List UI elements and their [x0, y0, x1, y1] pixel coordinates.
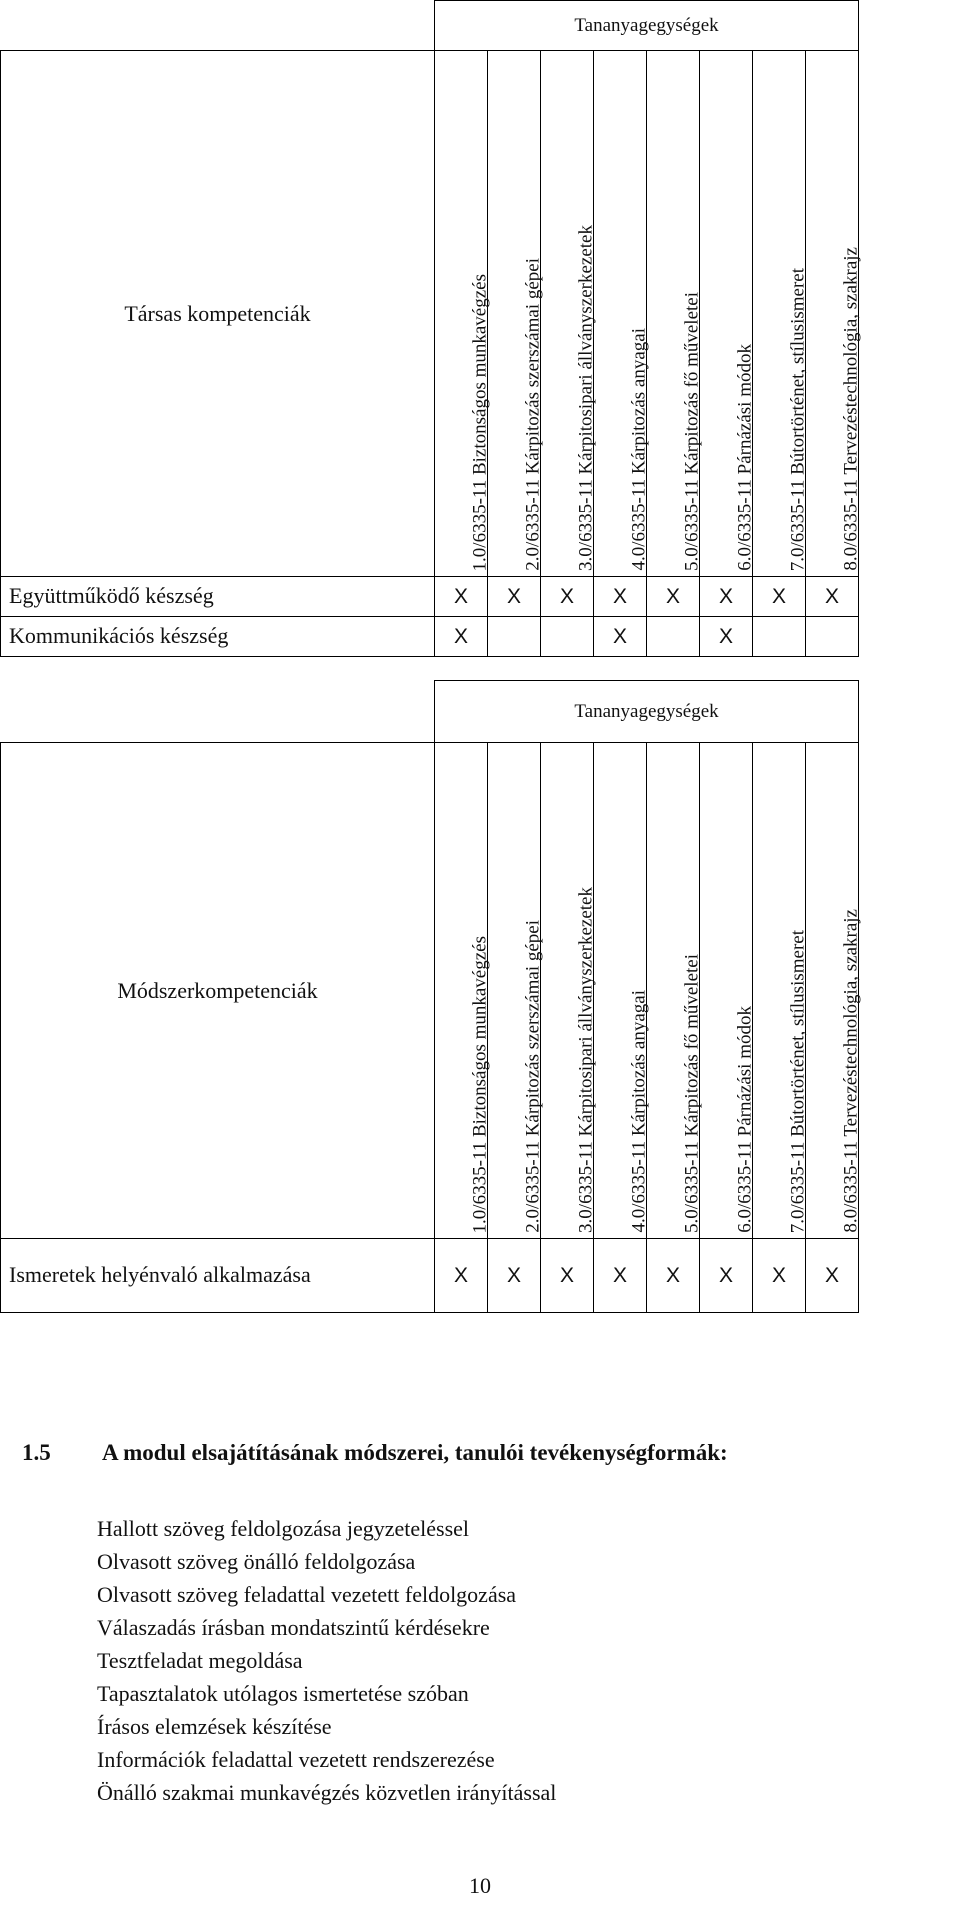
- mark-cell: X: [594, 617, 647, 657]
- list-item: Tesztfeladat megoldása: [97, 1648, 303, 1673]
- column-header-text: 7.0/6335-11 Bútortörténet, stílusismeret: [787, 267, 809, 571]
- social-competencies-table: [0, 0, 862, 657]
- list-item: Tapasztalatok utólagos ismertetése szóban: [97, 1681, 469, 1706]
- table2-column-header: [700, 743, 756, 1239]
- mark-cell: X: [435, 577, 488, 617]
- table-row: [1, 1239, 859, 1313]
- section-title: A modul elsajátításának módszerei, tanulói tevékenységformák:: [102, 1440, 728, 1465]
- mark-cell: X: [647, 577, 700, 617]
- table2-category-label: Módszerkompetenciák: [1, 743, 435, 1239]
- mark-cell: X: [541, 577, 594, 617]
- table1-column-header: [700, 51, 756, 577]
- mark-cell: X: [700, 1239, 753, 1313]
- column-header-text: 1.0/6335-11 Biztonságos munkavégzés: [469, 273, 491, 571]
- table2-column-header: [435, 743, 491, 1239]
- mark-cell: X: [435, 617, 488, 657]
- mark-cell: X: [435, 1239, 488, 1313]
- row-label: Együttműködő készség: [1, 577, 435, 617]
- column-header-text: 2.0/6335-11 Kárpitozás szerszámai gépei: [522, 920, 544, 1233]
- column-header-text: 6.0/6335-11 Párnázási módok: [734, 1006, 756, 1233]
- mark-cell: X: [594, 1239, 647, 1313]
- mark-cell: [806, 617, 859, 657]
- column-header-text: 5.0/6335-11 Kárpitozás fő műveletei: [681, 954, 703, 1233]
- list-item: Válaszadás írásban mondatszintű kérdésekre: [97, 1615, 490, 1640]
- mark-cell: X: [541, 1239, 594, 1313]
- list-item: Hallott szöveg feldolgozása jegyzeteléssel: [97, 1516, 470, 1541]
- column-header-text: 6.0/6335-11 Párnázási módok: [734, 344, 756, 571]
- column-header-text: 1.0/6335-11 Biztonságos munkavégzés: [469, 935, 491, 1233]
- column-header-text: 8.0/6335-11 Tervezéstechnológia, szakrajz: [840, 909, 862, 1233]
- mark-cell: X: [488, 1239, 541, 1313]
- method-competencies-table: [0, 680, 862, 1313]
- mark-cell: [647, 617, 700, 657]
- table1-column-header: [806, 51, 862, 577]
- column-header-text: 5.0/6335-11 Kárpitozás fő műveletei: [681, 292, 703, 571]
- table-row: [1, 577, 859, 617]
- table1-column-header: [435, 51, 491, 577]
- column-header-text: 3.0/6335-11 Kárpitosipari állványszerkezetek: [575, 887, 597, 1233]
- mark-cell: X: [594, 577, 647, 617]
- list-item: Írásos elemzések készítése: [97, 1714, 332, 1739]
- mark-cell: X: [488, 577, 541, 617]
- column-header-text: 8.0/6335-11 Tervezéstechnológia, szakrajz: [840, 247, 862, 571]
- list-item: Információk feladattal vezetett rendszerezése: [97, 1747, 495, 1772]
- table2-column-header: [541, 743, 597, 1239]
- row-label: Ismeretek helyénvaló alkalmazása: [1, 1239, 435, 1313]
- list-item: Önálló szakmai munkavégzés közvetlen irányítással: [97, 1780, 557, 1805]
- table2-group-header: Tananyagegységek: [435, 681, 859, 743]
- column-header-text: 2.0/6335-11 Kárpitozás szerszámai gépei: [522, 258, 544, 571]
- mark-cell: X: [647, 1239, 700, 1313]
- mark-cell: X: [753, 1239, 806, 1313]
- mark-cell: [488, 617, 541, 657]
- table2-column-header: [647, 743, 703, 1239]
- table1-column-header: [594, 51, 650, 577]
- column-header-text: 7.0/6335-11 Bútortörténet, stílusismeret: [787, 929, 809, 1233]
- column-header-text: 3.0/6335-11 Kárpitosipari állványszerkezetek: [575, 225, 597, 571]
- table1-column-header: [541, 51, 597, 577]
- section-number: 1.5: [22, 1440, 51, 1465]
- column-header-text: 4.0/6335-11 Kárpitozás anyagai: [628, 990, 650, 1233]
- table2-column-header: [806, 743, 862, 1239]
- mark-cell: [753, 617, 806, 657]
- table1-group-header: Tananyagegységek: [435, 1, 859, 51]
- mark-cell: [541, 617, 594, 657]
- table1-column-header: [647, 51, 703, 577]
- table2-column-header: [488, 743, 544, 1239]
- table1-column-header: [488, 51, 544, 577]
- page-number: 10: [469, 1873, 491, 1898]
- list-item: Olvasott szöveg feladattal vezetett feldolgozása: [97, 1582, 517, 1607]
- mark-cell: X: [753, 577, 806, 617]
- table2-column-header: [753, 743, 809, 1239]
- mark-cell: X: [700, 617, 753, 657]
- table1-category-label: Társas kompetenciák: [1, 51, 435, 577]
- mark-cell: X: [806, 1239, 859, 1313]
- column-header-text: 4.0/6335-11 Kárpitozás anyagai: [628, 328, 650, 571]
- mark-cell: X: [700, 577, 753, 617]
- mark-cell: X: [806, 577, 859, 617]
- list-item: Olvasott szöveg önálló feldolgozása: [97, 1549, 416, 1574]
- table1-column-header: [753, 51, 809, 577]
- activity-list: [97, 1512, 556, 1809]
- table-row: [1, 617, 859, 657]
- row-label: Kommunikációs készség: [1, 617, 435, 657]
- table2-column-header: [594, 743, 650, 1239]
- section-heading: [22, 1440, 952, 1466]
